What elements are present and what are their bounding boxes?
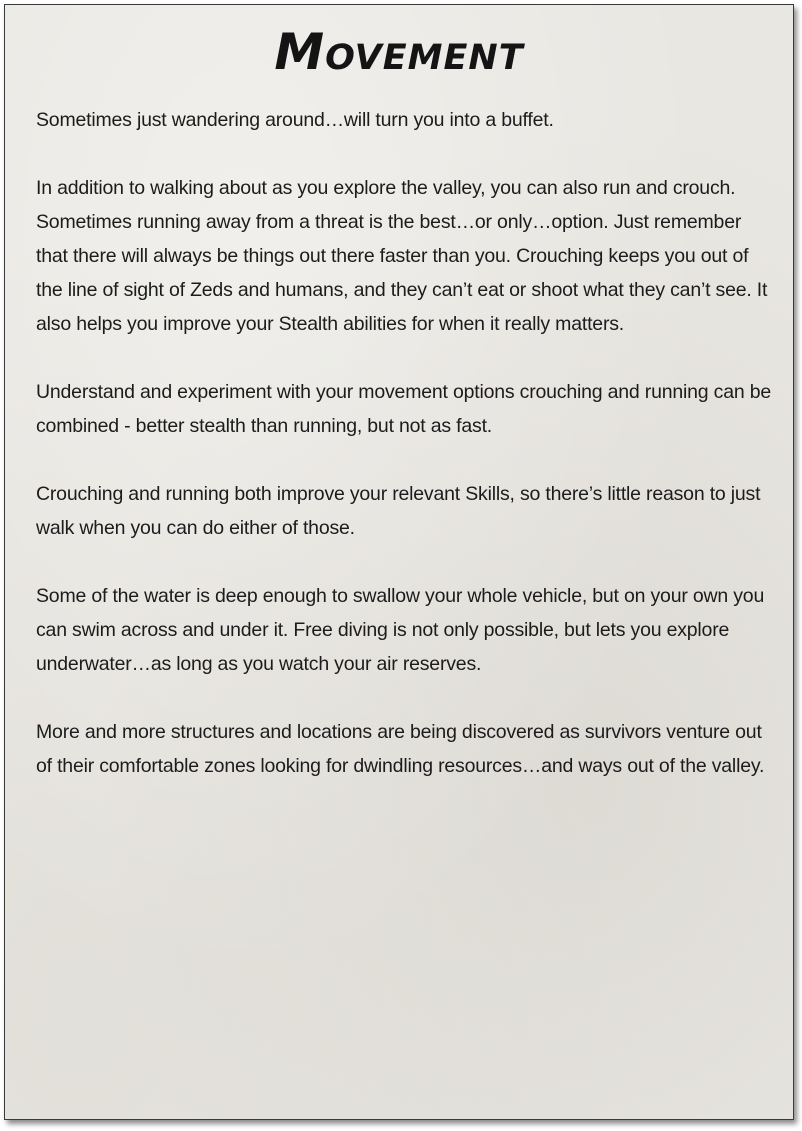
paragraph-movement-options: Understand and experiment with your movement options crouching and running can be combined - better stealth than running, but not as fast. [36,381,771,437]
document-body [36,103,776,817]
paragraph-structures: More and more structures and locations are being discovered as survivors venture out of their comfortable zones looking for dwindling resources…and ways out of the valley. [36,721,765,777]
paragraph-walking-running-crouching: In addition to walking about as you explore the valley, you can also run and crouch. Sometimes running away from a threat is the best…or only…option. Just remember that there will always be things out there faster than you. Crouching keeps you out of the line of sight of Zeds and humans, and they can’t eat or shoot what they can’t see. It also helps you improve your Stealth abilities for when it really matters. [36,177,768,335]
paragraph-intro: Sometimes just wandering around…will turn you into a buffet. [36,109,554,131]
document-page [4,4,794,1120]
paragraph-skills: Crouching and running both improve your relevant Skills, so there’s little reason to just walk when you can do either of those. [36,483,761,539]
paragraph-water: Some of the water is deep enough to swallow your whole vehicle, but on your own you can swim across and under it. Free diving is not only possible, but lets you explore underwater…as long as you watch your air reserves. [36,585,765,675]
page-title: Movement [274,23,524,81]
